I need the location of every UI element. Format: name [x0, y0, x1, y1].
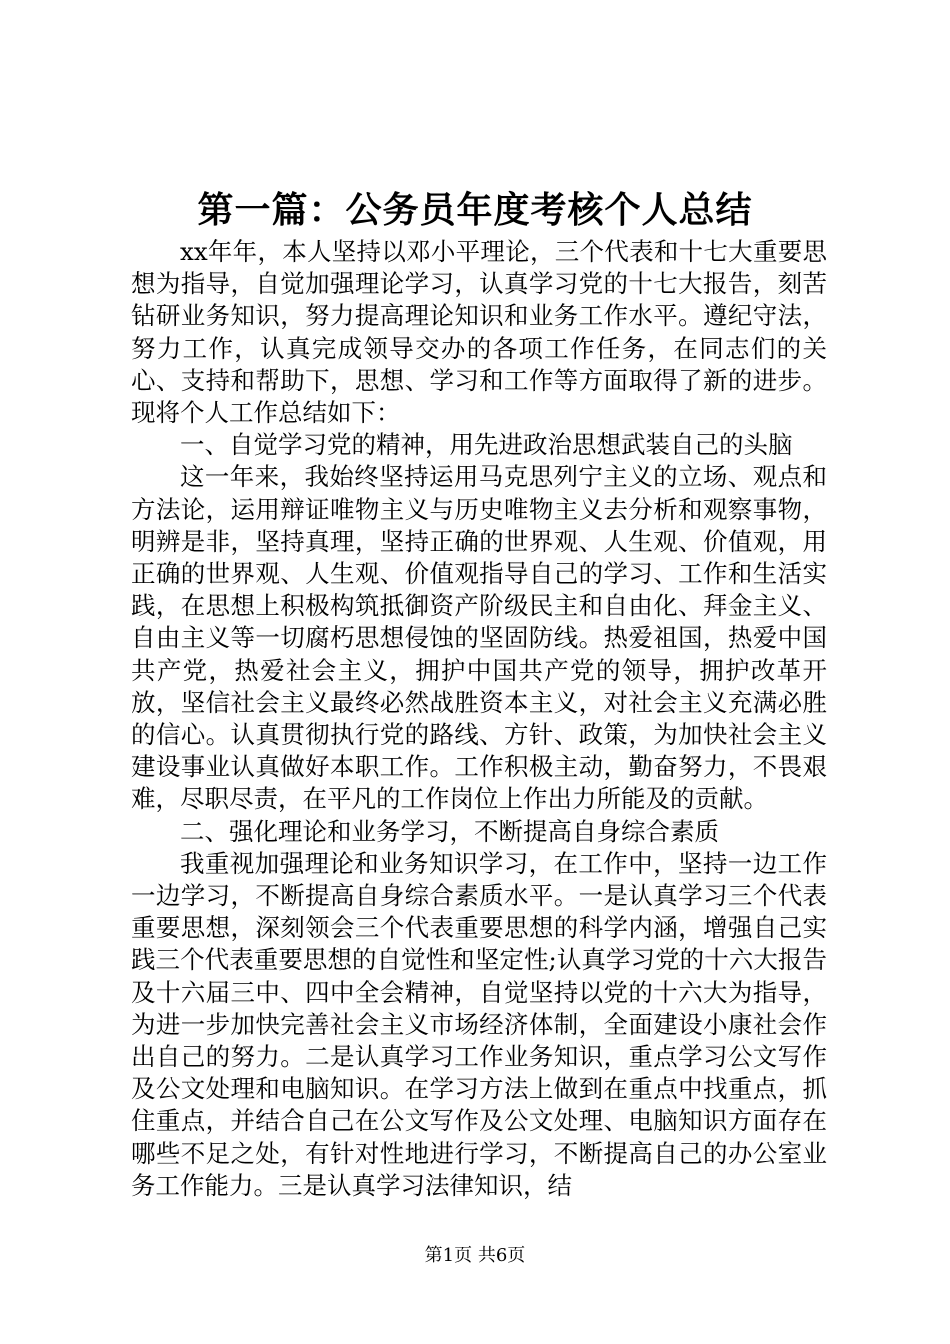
page-title: 第一篇：公务员年度考核个人总结	[197, 189, 753, 231]
page-footer: 第1页 共6页	[424, 1245, 526, 1266]
section-1-paragraph: 这一年来，我始终坚持运用马克思列宁主义的立场、观点和方法论，运用辩证唯物主义与历史唯物主义去分析和观察事物，明辨是非，坚持真理，坚持正确的世界观、人生观、价值观，用正确的世界观、人生观、价值观指导自己的学习、工作和生活实践，在思想上积极构筑抵御资产阶级民主和自由化、拜金主义、自由主义等一切腐朽思想侵蚀的坚固防线。热爱祖国，热爱中国共产党，热爱社会主义，拥护中国共产党的领导，拥护改革开放，坚信社会主义最终必然战胜资本主义，对社会主义充满必胜的信心。认真贯彻执行党的路线、方针、政策，为加快社会主义建设事业认真做好本职工作。工作积极主动，勤奋努力，不畏艰难，尽职尽责，在平凡的工作岗位上作出力所能及的贡献。	[131, 462, 827, 814]
section-heading-2: 二、强化理论和业务学习，不断提高自身综合素质	[180, 816, 719, 846]
section-2-paragraph: 我重视加强理论和业务知识学习，在工作中，坚持一边工作一边学习，不断提高自身综合素质水平。一是认真学习三个代表重要思想，深刻领会三个代表重要思想的科学内涵，增强自己实践三个代表重要思想的自觉性和坚定性;认真学习党的十六大报告及十六届三中、四中全会精神，自觉坚持以党的十六大为指导，为进一步加快完善社会主义市场经济体制，全面建设小康社会作出自己的努力。二是认真学习工作业务知识，重点学习公文写作及公文处理和电脑知识。在学习方法上做到在重点中找重点，抓住重点，并结合自己在公文写作及公文处理、电脑知识方面存在哪些不足之处，有针对性地进行学习，不断提高自己的办公室业务工作能力。三是认真学习法律知识，结	[131, 848, 827, 1200]
section-heading-1: 一、自觉学习党的精神，用先进政治思想武装自己的头脑	[180, 430, 793, 460]
intro-paragraph: xx年年，本人坚持以邓小平理论，三个代表和十七大重要思想为指导，自觉加强理论学习，认真学习党的十七大报告，刻苦钻研业务知识，努力提高理论知识和业务工作水平。遵纪守法，努力工作，认真完成领导交办的各项工作任务，在同志们的关心、支持和帮助下，思想、学习和工作等方面取得了新的进步。现将个人工作总结如下：	[131, 237, 827, 428]
document-body	[131, 236, 827, 1202]
